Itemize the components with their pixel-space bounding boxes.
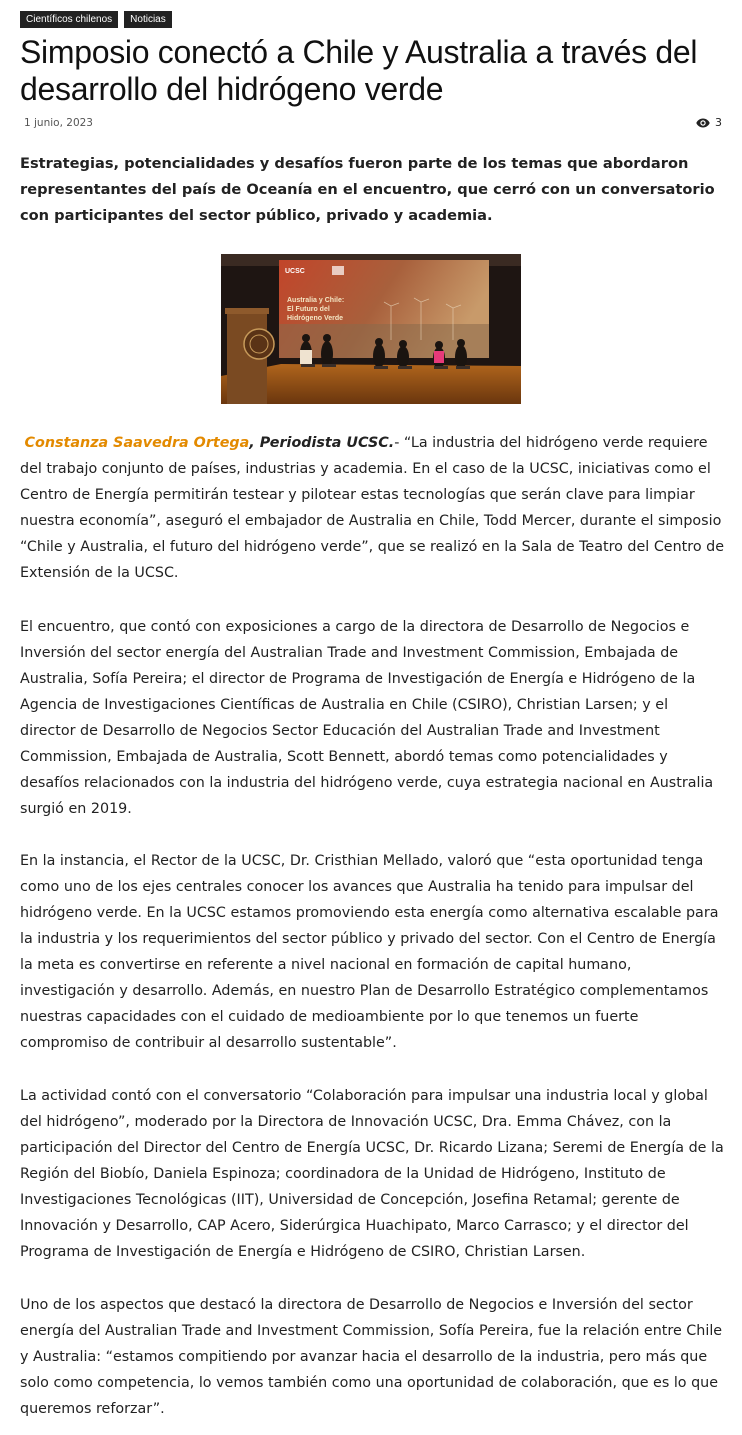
- screen-title-line-1: Australia y Chile:: [287, 297, 345, 304]
- article-title: Simposio conectó a Chile y Australia a través del desarrollo del hidrógeno verde: [20, 34, 698, 107]
- screen-title-line-3: Hidrógeno Verde: [287, 315, 344, 322]
- category-tag-cientificos[interactable]: Científicos chilenos: [20, 11, 118, 28]
- byline-separator: ,: [249, 435, 255, 451]
- screen-title-line-2: El Futuro del: [287, 306, 330, 313]
- view-count-value: 3: [715, 116, 722, 129]
- category-tag-noticias[interactable]: Noticias: [124, 11, 172, 28]
- paragraph-1-text: “La industria del hidrógeno verde requiere del trabajo conjunto de países, industrias y academia. En el caso de la UCSC, iniciativas como el Centro de Energía permitirán testear y pilotear estas tecnologías que serán clave para limpiar nuestra economía”, aseguró el embajador de Australia en Chile, Todd Mercer, durante el simposio “Chile y Australia, el futuro del hidrógeno verde”, que se realizó en la Sala de Teatro del Centro de Extensión de la UCSC.: [20, 435, 724, 581]
- article-paragraph-5: Uno de los aspectos que destacó la directora de Desarrollo de Negocios e Inversión del sector energía del Australian Trade and Investment Commission, Sofía Pereira, fue la relación entre Chile y Australia: “estamos compitiendo por avanzar hacia el desarrollo de la industria, pero más que solo como competencia, lo vemos también como una oportunidad de colaboración, que es lo que queremos reforzar”.: [20, 1297, 723, 1417]
- author-role: Periodista UCSC.: [254, 435, 395, 451]
- article-lead: Estrategias, potencialidades y desafíos fueron parte de los temas que abordaron representantes del país de Oceanía en el encuentro, que cerró con un conversatorio con participantes del sector público, privado y academia.: [20, 155, 715, 224]
- article-paragraph-4: La actividad contó con el conversatorio “Colaboración para impulsar una industria local y global del hidrógeno”, moderado por la Directora de Innovación UCSC, Dra. Emma Chávez, con la participación del Director del Centro de Energía UCSC, Dr. Ricardo Lizana; Seremi de Energía de la Región del Biobío, Daniela Espinoza; coordinadora de la Unidad de Hidrógeno, Instituto de Investigaciones Tecnológicas (IIT), Universidad de Concepción, Josefina Retamal; gerente de Innovación y Desarrollo, CAP Acero, Siderúrgica Huachipato, Marco Carrasco; y el director del Programa de Investigación de Energía e Hidrógeno de CSIRO, Christian Larsen.: [20, 1088, 724, 1260]
- category-tags: [20, 11, 172, 28]
- author-link[interactable]: Constanza Saavedra Ortega: [24, 435, 250, 451]
- article-paragraph-2: El encuentro, que contó con exposiciones a cargo de la directora de Desarrollo de Negocios e Inversión del sector energía del Australian Trade and Investment Commission, Embajada de Australia, Sofía Pereira; el director de Programa de Investigación de Energía e Hidrógeno de la Agencia de Investigaciones Científicas de Australia en Chile (CSIRO), Christian Larsen; y el director de Desarrollo de Negocios Sector Educación del Australian Trade and Investment Commission, Embajada de Australia, Scott Bennett, abordó temas como potencialidades y desafíos relacionados con la industria del hidrógeno verde, cuya estrategia nacional en Australia surgió en 2019.: [20, 619, 714, 817]
- view-count: [696, 116, 722, 129]
- screen-logo: UCSC: [285, 268, 305, 275]
- eye-icon: [696, 118, 710, 128]
- article-paragraph-1: [20, 430, 726, 586]
- article-photo[interactable]: [221, 254, 521, 404]
- publish-date: 1 junio, 2023: [24, 117, 93, 129]
- byline-dash: -: [394, 435, 404, 451]
- article-paragraph-3: En la instancia, el Rector de la UCSC, Dr. Cristhian Mellado, valoró que “esta oportunidad tenga como uno de los ejes centrales conocer los avances que Australia ha tenido para impulsar del hidrógeno verde. En la UCSC estamos promoviendo esta energía como alternativa escalable para la industria y los requerimientos del sector público y privado del sector. Con el Centro de Energía la meta es convertirse en referente a nivel nacional en formación de capital humano, investigación y desarrollo. Además, en nuestro Plan de Desarrollo Estratégico complementamos nuestras capacidades con el cuidado de medioambiente por lo que tenemos un fuerte compromiso de contribuir al desarrollo sustentable”.: [20, 853, 719, 1051]
